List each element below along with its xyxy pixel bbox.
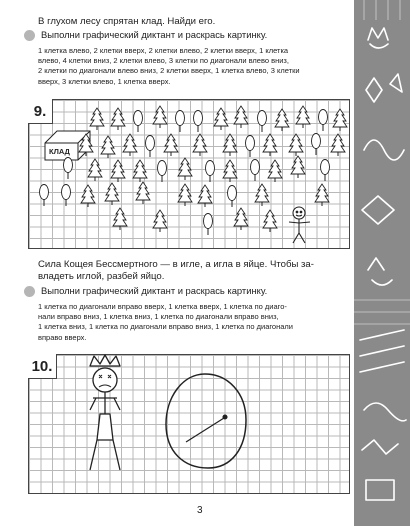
exercise-number-9: 9.	[28, 99, 53, 124]
chest-label: КЛАД	[49, 147, 70, 156]
koschei-text-line: владеть иглой, разбей яйцо.	[38, 271, 165, 282]
egg-figure	[166, 374, 246, 468]
instruction-line: влево, 4 клетки вниз, 2 клетки влево, 3 клетки по диагонали влево вниз,	[38, 56, 289, 66]
intro-text: В глухом лесу спрятан клад. Найди его.	[38, 16, 216, 27]
task-prompt-1-text: Выполни графический диктант и раскрась картинку.	[41, 29, 268, 40]
instruction-line: вправо вверх.	[38, 332, 87, 342]
task-prompt-2-text: Выполни графический диктант и раскрась картинку.	[41, 285, 268, 296]
instruction-line: нали вправо вниз, 1 клетка вниз, 1 клетка по диагонали вправо вниз,	[38, 312, 279, 322]
koschei-figure	[90, 355, 120, 470]
instruction-line: вверх, 3 клетки влево, 1 клетка вверх.	[38, 76, 171, 86]
exercise-number-10: 10.	[28, 354, 57, 379]
instruction-line: 1 клетка по диагонали вправо вверх, 1 клетка вверх, 1 клетка по диаго-	[38, 302, 287, 311]
instruction-line: 1 клетка вниз, 1 клетка по диагонали вправо вниз, 1 клетка по диагонали	[38, 322, 293, 332]
instruction-line: 2 клетки по диагонали влево вниз, 2 клетки вверх, 1 клетка влево, 3 клетки	[38, 66, 300, 76]
instruction-line: 1 клетка влево, 2 клетки вверх, 2 клетки влево, 2 клетки вверх, 1 клетка	[38, 46, 289, 55]
koschei-text-line: Сила Кощея Бессмертного — в игле, а игла в яйце. Чтобы за-	[38, 259, 314, 270]
page-number: 3	[197, 505, 203, 516]
